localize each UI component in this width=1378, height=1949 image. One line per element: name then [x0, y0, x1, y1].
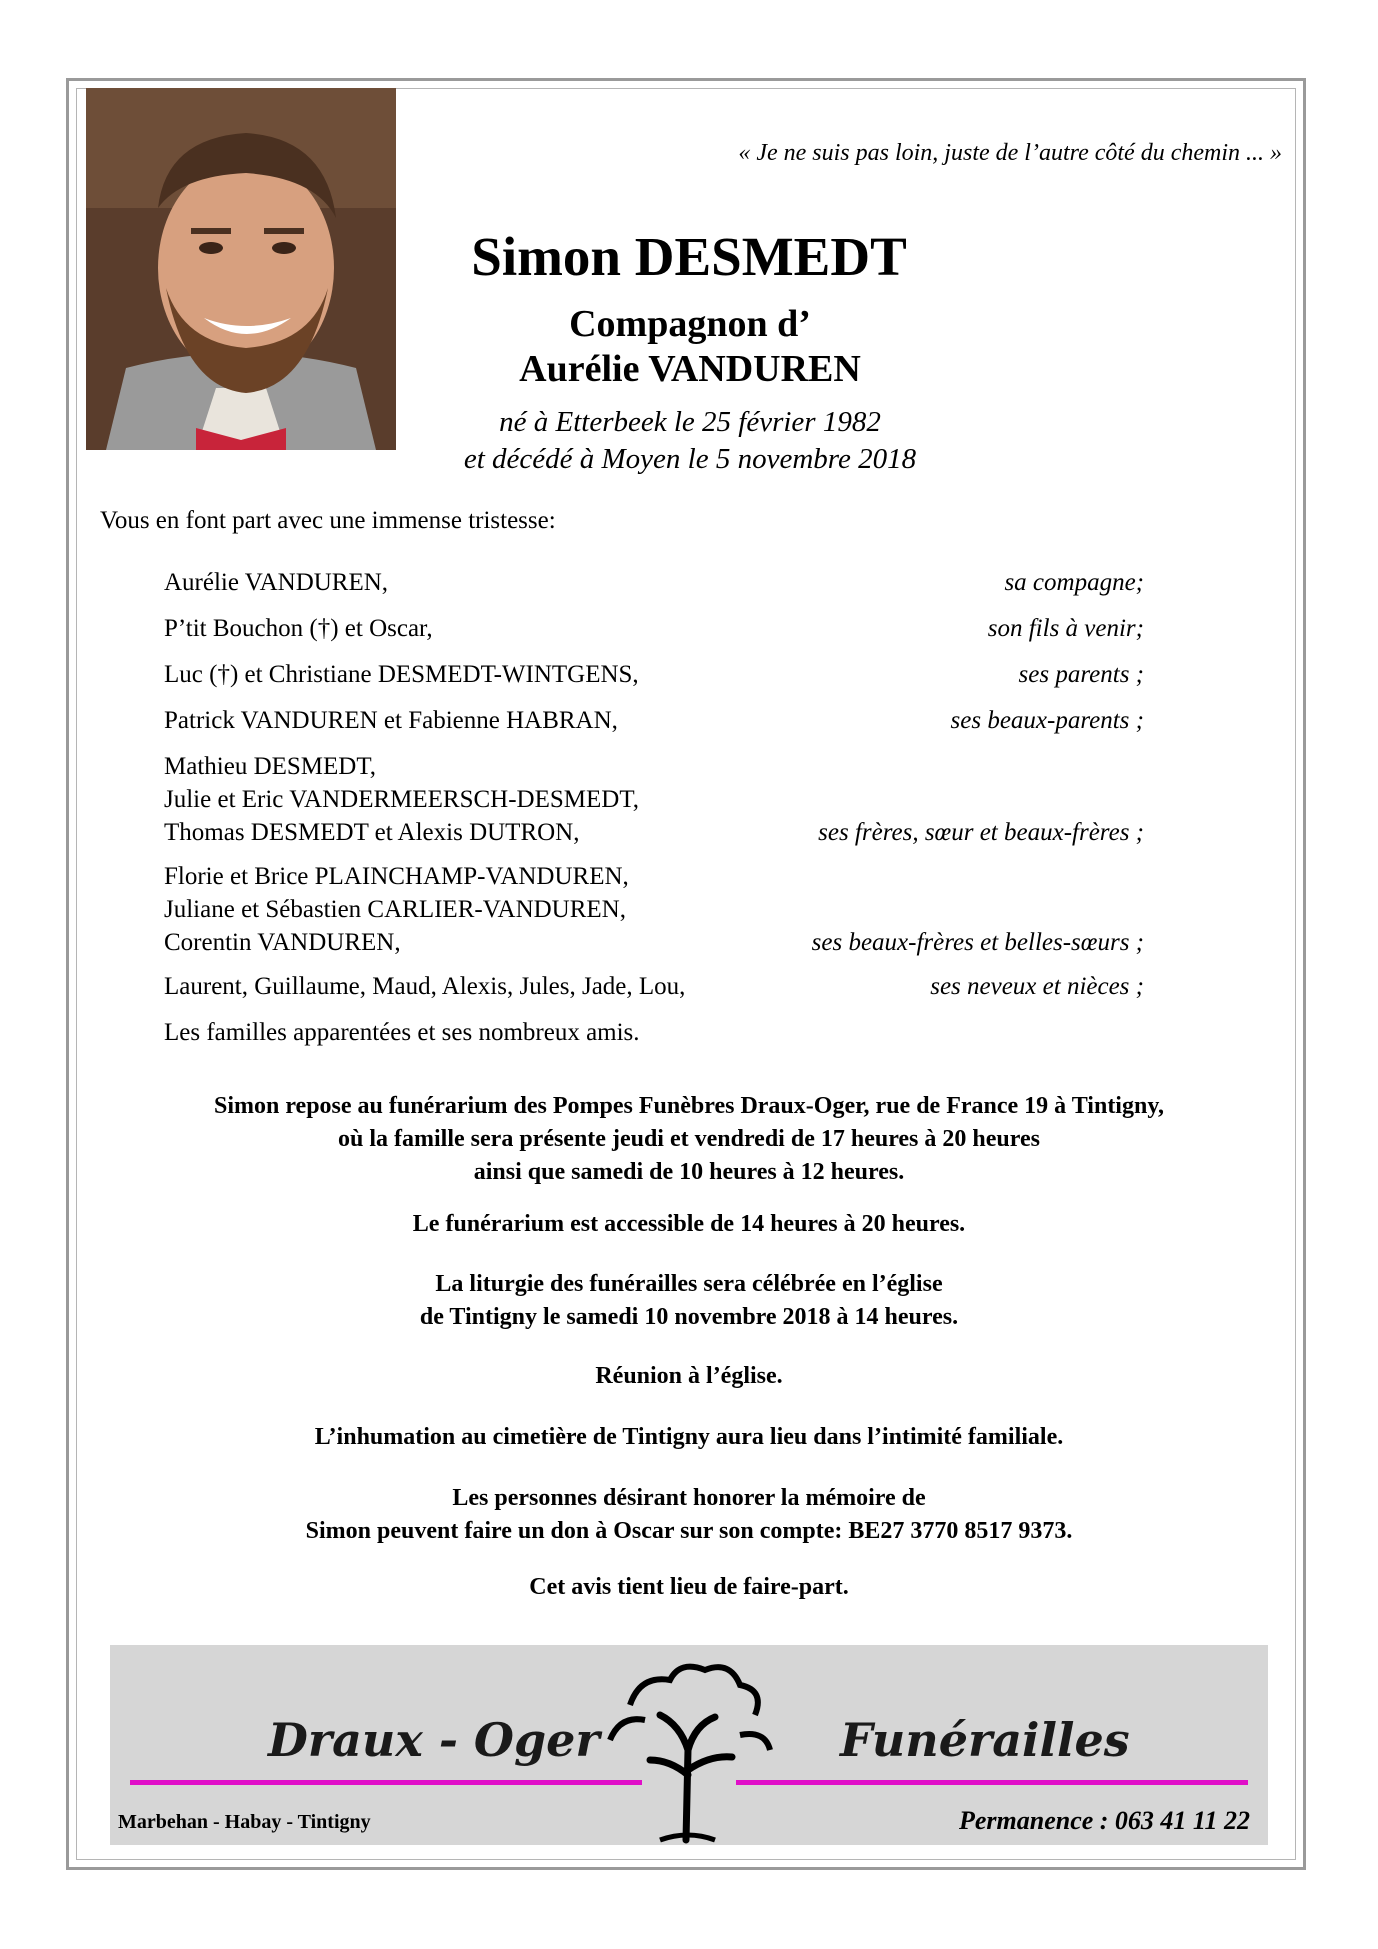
family-relation: sa compagne; [1004, 569, 1144, 596]
family-row [164, 1016, 1144, 1049]
family-row [164, 704, 1144, 737]
burial-info: L’inhumation au cimetière de Tintigny aura lieu dans l’intimité familiale. [314, 1424, 1064, 1450]
family-row [164, 860, 1144, 959]
phone-text: Permanence : 063 41 11 22 [958, 1806, 1250, 1835]
death-info: et décédé à Moyen le 5 novembre 2018 [463, 443, 917, 475]
donation-info: Les personnes désirant honorer la mémoire de Simon peuvent faire un don à Oscar sur son compte: BE27 3770 8517 9373. [305, 1485, 1073, 1544]
family-row [164, 612, 1144, 645]
family-members: Aurélie VANDUREN, [164, 569, 389, 596]
family-members: Les familles apparentées et ses nombreux amis. [164, 1019, 640, 1046]
brand-name-right: Funérailles [840, 1713, 1130, 1767]
accent-line-left [130, 1780, 642, 1785]
family-members: Patrick VANDUREN et Fabienne HABRAN, [164, 707, 618, 734]
access-hours: Le funérarium est accessible de 14 heures à 20 heures. [412, 1211, 966, 1237]
family-relation: ses neveux et nièces ; [930, 973, 1144, 1000]
notice-text: Cet avis tient lieu de faire-part. [529, 1574, 849, 1600]
epitaph-quote: « Je ne suis pas loin, juste de l’autre côté du chemin ... » [738, 140, 1282, 166]
tree-logo-icon [600, 1655, 780, 1845]
meeting-info: Réunion à l’église. [595, 1363, 783, 1389]
family-members: Laurent, Guillaume, Maud, Alexis, Jules, Jade, Lou, [164, 973, 686, 1000]
family-members: Florie et Brice PLAINCHAMP-VANDUREN, Juliane et Sébastien CARLIER-VANDUREN, Corentin VANDUREN, [164, 863, 629, 956]
family-row [164, 658, 1144, 691]
family-row [164, 750, 1144, 849]
companion-line: Compagnon d’ [569, 303, 811, 345]
funeral-home-banner [110, 1645, 1268, 1845]
family-members: Luc (†) et Christiane DESMEDT-WINTGENS, [164, 661, 639, 688]
family-relation: ses beaux-parents ; [950, 707, 1144, 734]
companion-name: Aurélie VANDUREN [519, 348, 861, 390]
family-relation: ses frères, sœur et beaux-frères ; [818, 819, 1144, 846]
intro-text: Vous en font part avec une immense tristesse: [100, 507, 556, 534]
birth-info: né à Etterbeek le 25 février 1982 [499, 406, 881, 438]
family-relation: ses parents ; [1018, 661, 1144, 688]
family-relation: ses beaux-frères et belles-sœurs ; [811, 929, 1144, 956]
funerarium-info: Simon repose au funérarium des Pompes Funèbres Draux-Oger, rue de France 19 à Tintigny, où la famille sera présente jeudi et vendredi de 17 heures à 20 heures ainsi que samedi de 10 heures à 12 heures. [213, 1093, 1164, 1185]
family-row [164, 566, 1144, 599]
liturgy-info: La liturgie des funérailles sera célébrée en l’église de Tintigny le samedi 10 novembre 2018 à 14 heures. [419, 1271, 959, 1330]
family-relation: son fils à venir; [987, 615, 1144, 642]
family-members: P’tit Bouchon (†) et Oscar, [164, 615, 433, 642]
family-members: Mathieu DESMEDT, Julie et Eric VANDERMEERSCH-DESMEDT, Thomas DESMEDT et Alexis DUTRON, [164, 753, 639, 846]
accent-line-right [736, 1780, 1248, 1785]
brand-name-left: Draux - Oger [268, 1713, 600, 1767]
deceased-name: Simon DESMEDT [471, 226, 907, 287]
locations-text: Marbehan - Habay - Tintigny [118, 1811, 371, 1833]
family-row [164, 970, 1144, 1003]
